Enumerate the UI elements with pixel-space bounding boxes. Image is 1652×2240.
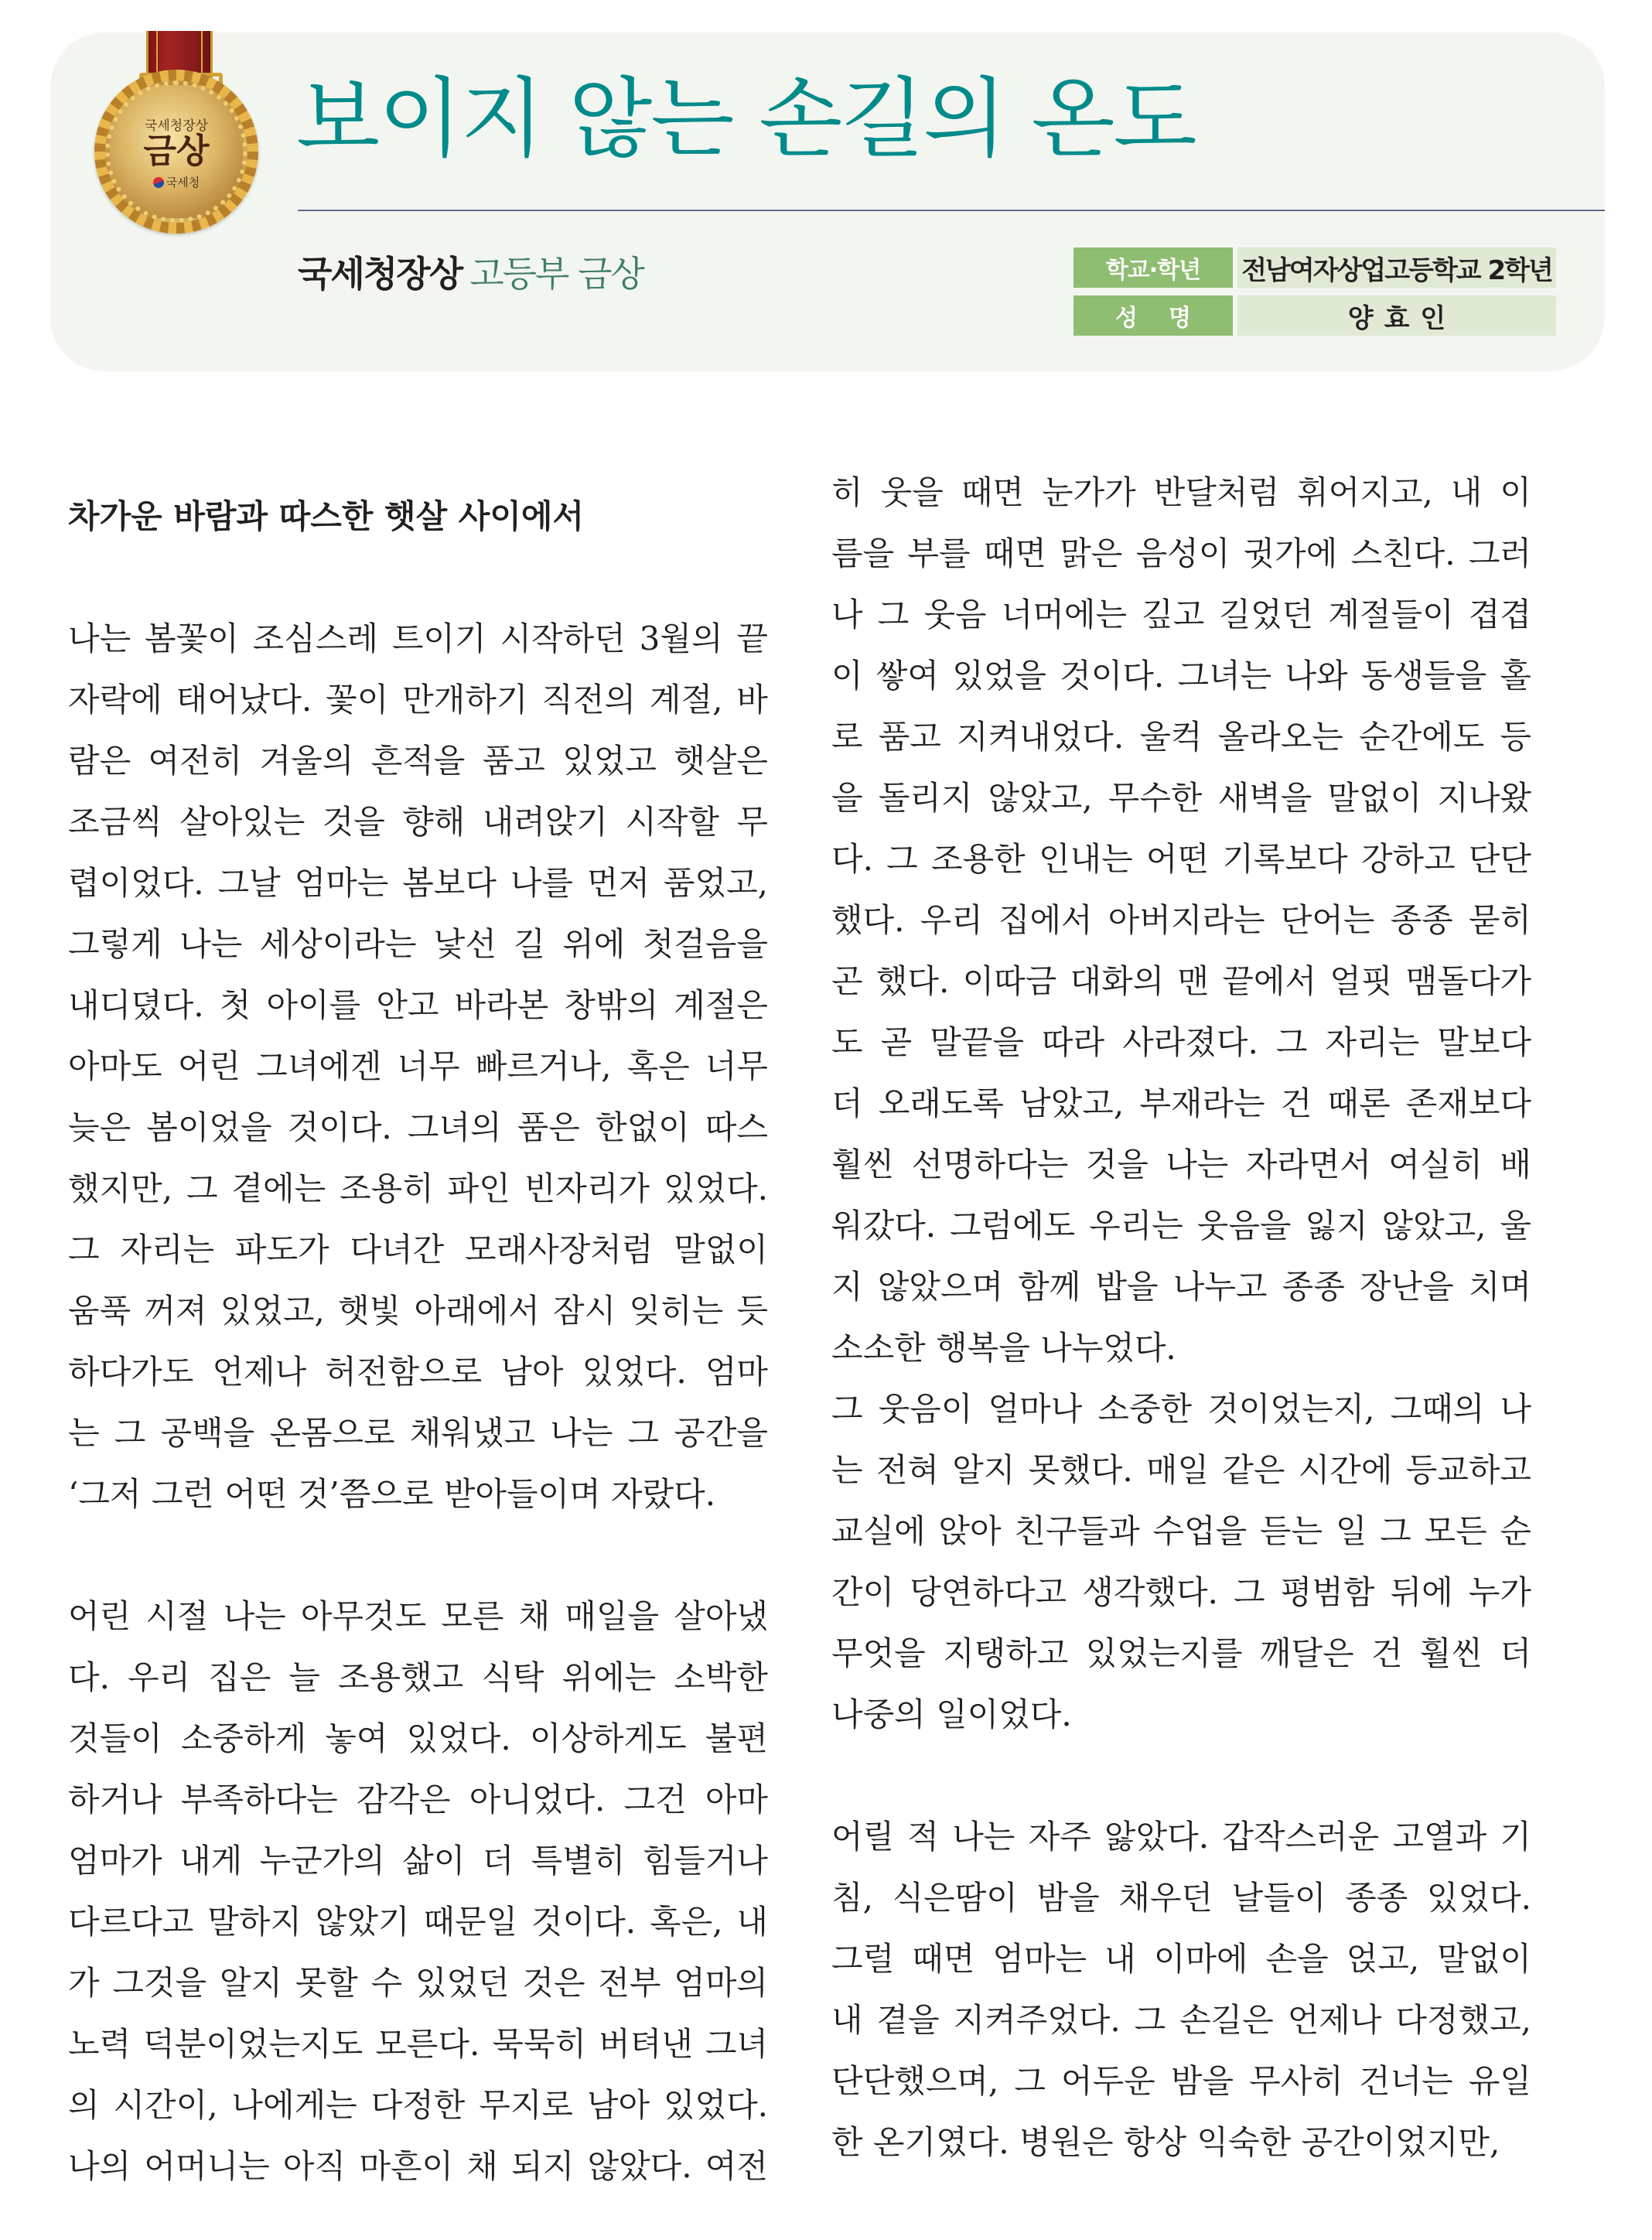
text-line: 나의 어머니는 아직 마흔이 채 되지 않았다. 여전 <box>68 2147 768 2185</box>
text-line: 했다. 우리 집에서 아버지라는 단어는 종종 묻히 <box>831 901 1531 939</box>
text-line: 는 전혀 알지 못했다. 매일 같은 시간에 등교하고 <box>831 1451 1531 1489</box>
award-category: 고등부 금상 <box>469 253 643 295</box>
medal-face <box>105 80 247 223</box>
text-line: 자락에 태어났다. 꽃이 만개하기 직전의 계절, 바 <box>68 681 768 719</box>
text-line: 이 쌓여 있었을 것이다. 그녀는 나와 동생들을 홀 <box>831 657 1531 695</box>
info-row-school <box>1073 248 1556 288</box>
info-label: 성명 <box>1073 295 1233 336</box>
medal-rank: 금상 <box>143 131 210 171</box>
text-line: 람은 여전히 겨울의 흔적을 품고 있었고 햇살은 <box>68 742 768 780</box>
text-line: 그 자리는 파도가 다녀간 모래사장처럼 말없이 <box>68 1231 768 1269</box>
text-line: 다. 우리 집은 늘 조용했고 식탁 위에는 소박한 <box>68 1658 768 1696</box>
text-line: 나중의 일이었다. <box>831 1695 1072 1733</box>
text-line: 더 오래도록 남았고, 부재라는 건 때론 존재보다 <box>831 1084 1531 1122</box>
award-name: 국세청장상 <box>298 253 462 295</box>
body-column-right <box>831 462 1531 2173</box>
text-line: 했지만, 그 곁에는 조용히 파인 빈자리가 있었다. <box>68 1170 768 1207</box>
text-line: 다. 그 조용한 인내는 어떤 기록보다 강하고 단단 <box>831 840 1531 878</box>
paragraph-gap <box>831 1745 1531 1806</box>
text-line: 무엇을 지탱하고 있었는지를 깨달은 건 훨씬 더 <box>831 1634 1531 1672</box>
medal-org <box>153 174 200 190</box>
info-value: 전남여자상업고등학교 2학년 <box>1237 248 1556 288</box>
text-line: 내 곁을 지켜주었다. 그 손길은 언제나 다정했고, <box>831 2001 1531 2039</box>
text-line: 것들이 소중하게 놓여 있었다. 이상하게도 불편 <box>68 1719 768 1757</box>
text-line: 한 온기였다. 병원은 항상 익숙한 공간이었지만, <box>831 2123 1500 2161</box>
text-line: 움푹 꺼져 있었고, 햇빛 아래에서 잠시 잊히는 듯 <box>68 1292 768 1330</box>
text-line: 가 그것을 알지 못할 수 있었던 것은 전부 엄마의 <box>68 1964 768 2002</box>
text-line: 어릴 적 나는 자주 앓았다. 갑작스러운 고열과 기 <box>831 1818 1531 1856</box>
text-line: 조금씩 살아있는 것을 향해 내려앉기 시작할 무 <box>68 803 768 841</box>
text-line: 훨씬 선명하다는 것을 나는 자라면서 여실히 배 <box>831 1146 1531 1183</box>
info-value: 양효인 <box>1237 295 1556 336</box>
info-row-name <box>1073 295 1556 336</box>
page-title: 보이지 않는 손길의 온도 <box>296 69 1196 169</box>
text-line: 어린 시절 나는 아무것도 모른 채 매일을 살아냈 <box>68 1597 768 1635</box>
text-line: 의 시간이, 나에게는 다정한 무지로 남아 있었다. <box>68 2086 768 2124</box>
award-subtitle <box>298 246 643 297</box>
text-line: 그렇게 나는 세상이라는 낯선 길 위에 첫걸음을 <box>68 925 768 963</box>
text-line: 엄마가 내게 누군가의 삶이 더 특별히 힘들거나 <box>68 1842 768 1880</box>
text-line: 교실에 앉아 친구들과 수업을 듣는 일 그 모든 순 <box>831 1512 1531 1550</box>
body-column-left <box>68 486 768 2197</box>
title-divider <box>298 210 1605 211</box>
taegeuk-icon <box>153 177 164 188</box>
text-line: 단단했으며, 그 어두운 밤을 무사히 건너는 유일 <box>831 2062 1531 2100</box>
text-line: 간이 당연하다고 생각했다. 그 평범함 뒤에 누가 <box>831 1573 1531 1611</box>
medal-award-name: 국세청장상 <box>144 118 209 134</box>
text-line: 그럴 때면 엄마는 내 이마에 손을 얹고, 말없이 <box>831 1940 1531 1978</box>
text-line: 곤 했다. 이따금 대화의 맨 끝에서 얼핏 맴돌다가 <box>831 962 1531 1000</box>
text-line: 름을 부를 때면 맑은 음성이 귓가에 스친다. 그러 <box>831 534 1531 572</box>
text-line: 히 웃을 때면 눈가가 반달처럼 휘어지고, 내 이 <box>831 473 1531 511</box>
gold-medal-badge <box>94 31 261 232</box>
text-line: 나 그 웃음 너머에는 깊고 길었던 계절들이 겹겹 <box>831 596 1531 633</box>
text-line: 노력 덕분이었는지도 모른다. 묵묵히 버텨낸 그녀 <box>68 2025 768 2063</box>
medal-org-label: 국세청 <box>166 176 200 190</box>
text-line: 소소한 행복을 나누었다. <box>831 1329 1176 1367</box>
text-line: 는 그 공백을 온몸으로 채워냈고 나는 그 공간을 <box>68 1414 768 1452</box>
text-line: 지 않았으며 함께 밥을 나누고 종종 장난을 치며 <box>831 1268 1531 1306</box>
section-heading: 차가운 바람과 따스한 햇살 사이에서 <box>68 497 585 535</box>
text-line: 나는 봄꽃이 조심스레 트이기 시작하던 3월의 끝 <box>68 620 768 657</box>
text-line: 을 돌리지 않았고, 무수한 새벽을 말없이 지나왔 <box>831 779 1531 817</box>
text-line: 내디뎠다. 첫 아이를 안고 바라본 창밖의 계절은 <box>68 986 768 1024</box>
text-line: ‘그저 그런 어떤 것’쯤으로 받아들이며 자랐다. <box>68 1475 716 1513</box>
text-line: 그 웃음이 얼마나 소중한 것이었는지, 그때의 나 <box>831 1390 1531 1428</box>
text-line: 침, 식은땀이 밤을 채우던 날들이 종종 있었다. <box>831 1879 1531 1917</box>
text-line: 다르다고 말하지 않았기 때문일 것이다. 혹은, 내 <box>68 1903 768 1941</box>
paragraph-gap <box>68 1525 768 1586</box>
text-line: 아마도 어린 그녀에겐 너무 빠르거나, 혹은 너무 <box>68 1047 768 1085</box>
author-info-table <box>1073 248 1556 343</box>
text-line: 워갔다. 그럼에도 우리는 웃음을 잃지 않았고, 울 <box>831 1207 1531 1245</box>
text-line: 하거나 부족하다는 감각은 아니었다. 그건 아마 <box>68 1781 768 1818</box>
paragraph-gap <box>68 547 768 608</box>
text-line: 하다가도 언제나 허전함으로 남아 있었다. 엄마 <box>68 1353 768 1391</box>
text-line: 로 품고 지켜내었다. 울컥 올라오는 순간에도 등 <box>831 718 1531 756</box>
text-line: 렵이었다. 그날 엄마는 봄보다 나를 먼저 품었고, <box>68 864 768 902</box>
text-line: 도 곧 말끝을 따라 사라졌다. 그 자리는 말보다 <box>831 1023 1531 1061</box>
info-label: 학교·학년 <box>1073 248 1233 288</box>
text-line: 늦은 봄이었을 것이다. 그녀의 품은 한없이 따스 <box>68 1108 768 1146</box>
